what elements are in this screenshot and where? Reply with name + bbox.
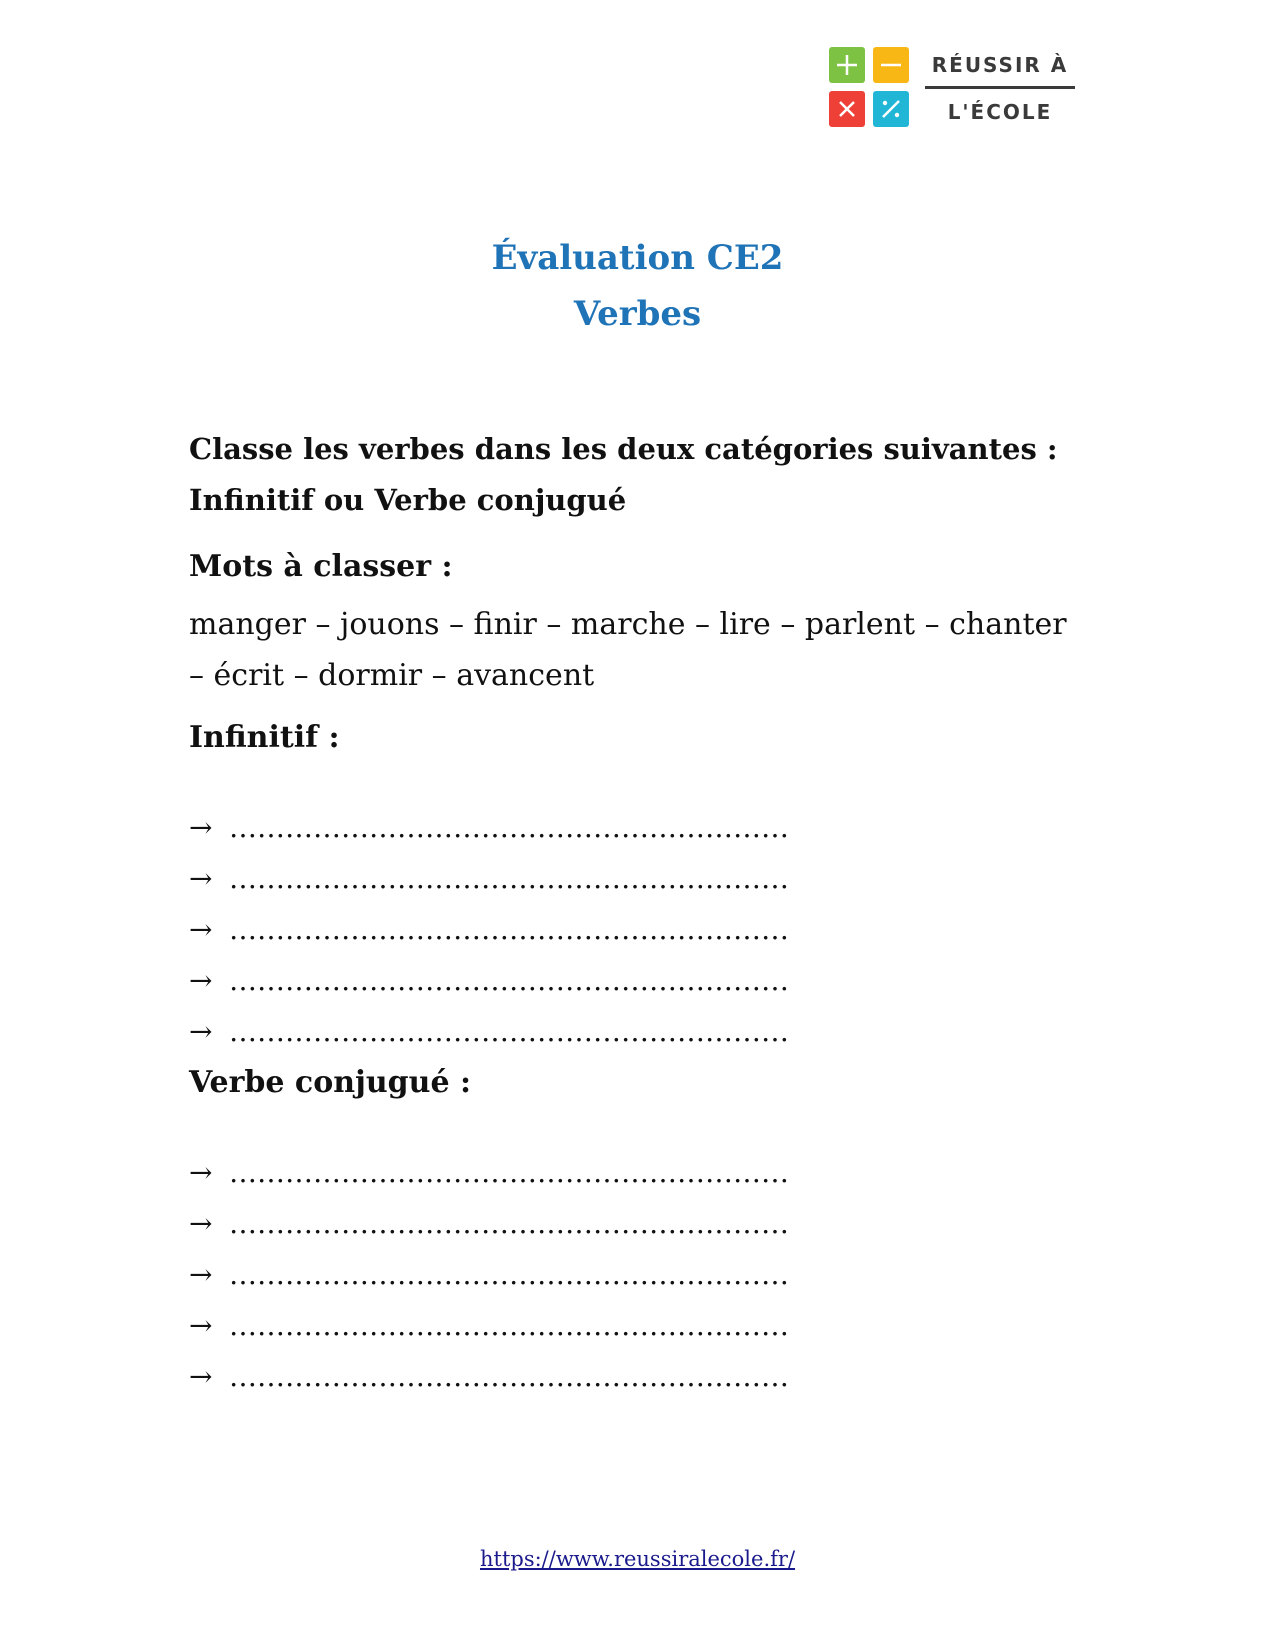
words-list: manger – jouons – finir – marche – lire – parlent – chanter – écrit – dormir – avancent [189,607,1067,693]
blank-field[interactable]: …………………………………………………… [229,1360,789,1393]
answer-line[interactable] [189,950,789,1001]
infinitif-heading: Infinitif : [189,720,340,755]
arrow-icon: → [189,862,213,895]
blank-field[interactable]: …………………………………………………… [229,1207,789,1240]
answer-line[interactable] [189,1142,789,1193]
conjugue-answer-lines [189,1142,789,1397]
exercise-instruction: Classe les verbes dans les deux catégories suivantes : Infinitif ou Verbe conjugué [189,432,1058,517]
site-logo [829,47,1079,127]
percent-icon [873,91,909,127]
arrow-icon: → [189,1360,213,1393]
minus-icon [873,47,909,83]
page-title: Évaluation CE2 [491,238,784,278]
arrow-icon: → [189,1207,213,1240]
blank-field[interactable]: …………………………………………………… [229,862,789,895]
blank-field[interactable]: …………………………………………………… [229,1156,789,1189]
blank-field[interactable]: …………………………………………………… [229,964,789,997]
logo-divider [925,86,1075,89]
answer-line[interactable] [189,1001,789,1052]
answer-line[interactable] [189,1346,789,1397]
answer-line[interactable] [189,1193,789,1244]
blank-field[interactable]: …………………………………………………… [229,811,789,844]
blank-field[interactable]: …………………………………………………… [229,913,789,946]
answer-line[interactable] [189,1244,789,1295]
answer-line[interactable] [189,1295,789,1346]
words-heading: Mots à classer : [189,549,453,584]
arrow-icon: → [189,1156,213,1189]
infinitif-answer-lines [189,797,789,1052]
arrow-icon: → [189,1258,213,1291]
logo-text-top: RÉUSSIR À [931,53,1069,77]
answer-line[interactable] [189,797,789,848]
blank-field[interactable]: …………………………………………………… [229,1309,789,1342]
footer-website-link[interactable]: https://www.reussiralecole.fr/ [479,1547,796,1571]
blank-field[interactable]: …………………………………………………… [229,1015,789,1048]
times-icon [829,91,865,127]
blank-field[interactable]: …………………………………………………… [229,1258,789,1291]
answer-line[interactable] [189,848,789,899]
logo-text-bottom: L'ÉCOLE [947,100,1053,124]
arrow-icon: → [189,913,213,946]
arrow-icon: → [189,1015,213,1048]
plus-icon [829,47,865,83]
conjugue-heading: Verbe conjugué : [189,1065,472,1100]
arrow-icon: → [189,811,213,844]
arrow-icon: → [189,964,213,997]
answer-line[interactable] [189,899,789,950]
page-subtitle: Verbes [573,294,702,334]
arrow-icon: → [189,1309,213,1342]
